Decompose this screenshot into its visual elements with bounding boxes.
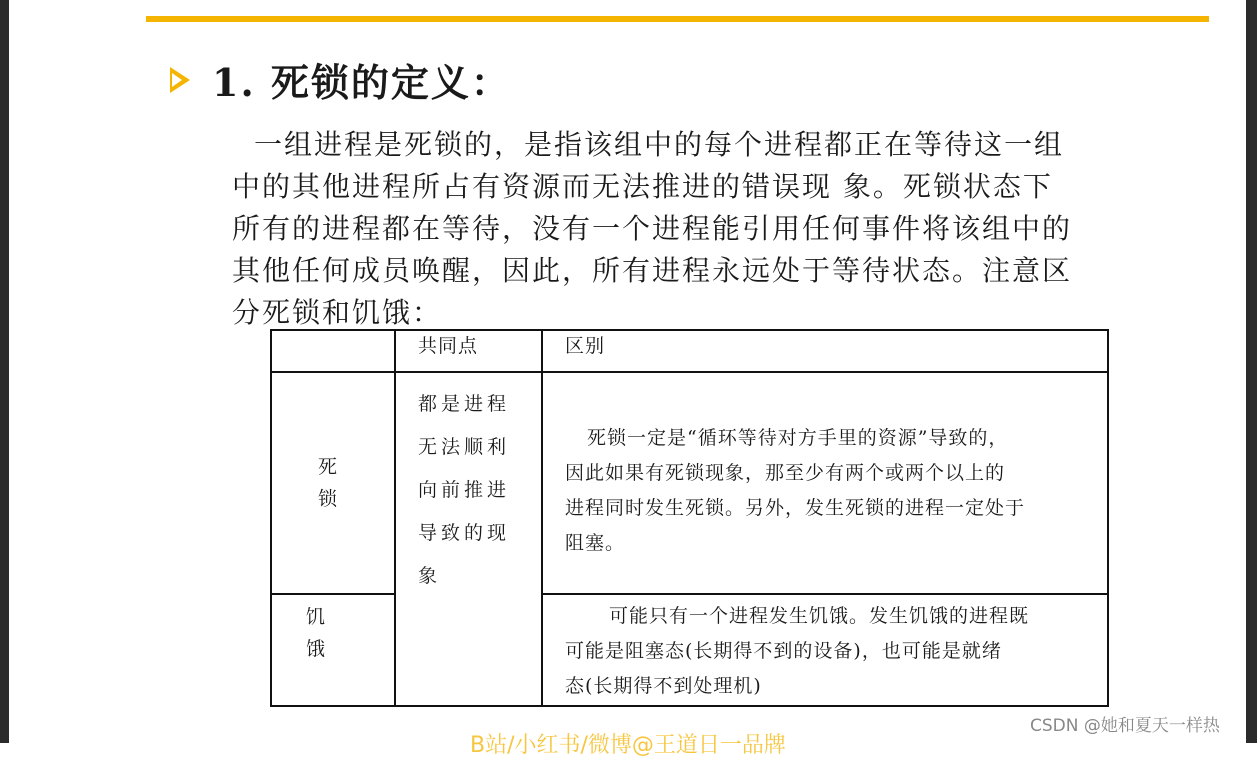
difference-cell-starvation xyxy=(542,594,1108,706)
header-cell-difference: 区别 xyxy=(542,330,1108,372)
slide-footer-text: B站/小红书/微博@王道日一品牌 xyxy=(470,733,786,758)
label-char: 死 xyxy=(318,456,339,478)
row-label-starvation xyxy=(271,594,395,706)
paragraph-line: 所有的进程都在等待，没有一个进程能引用任何事件将该组中的 xyxy=(232,212,1073,245)
header-cell-empty xyxy=(271,330,395,372)
label-char: 锁 xyxy=(318,488,339,510)
common-line: 向前推进 xyxy=(418,479,511,501)
paragraph-line: 中的其他进程所占有资源而无法推进的错误现 象。死锁状态下 xyxy=(232,170,1053,203)
label-char: 饿 xyxy=(306,638,327,660)
label-char: 饥 xyxy=(306,606,327,628)
paragraph-line: 分死锁和饥饿： xyxy=(232,296,443,329)
table-header-row xyxy=(271,330,1108,372)
comparison-table xyxy=(270,329,1109,707)
difference-cell-deadlock xyxy=(542,372,1108,594)
common-point-cell xyxy=(395,372,542,706)
diff-line: 因此如果有死锁现象，那至少有两个或两个以上的 xyxy=(565,462,1006,484)
common-line: 象 xyxy=(418,565,442,587)
slide-title: 1. 死锁的定义： xyxy=(212,60,511,105)
triangle-arrow-icon-inner xyxy=(172,73,182,87)
diff-line: 死锁一定是“循环等待对方手里的资源”导致的， xyxy=(587,427,1009,449)
row-label-deadlock xyxy=(271,372,395,594)
left-screen-edge xyxy=(0,0,9,743)
csdn-watermark: CSDN @她和夏天一样热 xyxy=(1030,716,1220,736)
definition-paragraph xyxy=(232,124,1197,334)
diff-line: 阻塞。 xyxy=(565,532,626,554)
paragraph-line: 其他任何成员唤醒，因此，所有进程永远处于等待状态。注意区 xyxy=(232,254,1073,287)
common-line: 无法顺利 xyxy=(418,436,511,458)
slide-accent-bar xyxy=(146,16,1209,22)
table-row-deadlock xyxy=(271,372,1108,594)
paragraph-line: 一组进程是死锁的，是指该组中的每个进程都正在等待这一组 xyxy=(254,128,1065,161)
diff-line: 态(长期得不到处理机) xyxy=(565,675,762,697)
diff-line: 可能只有一个进程发生饥饿。发生饥饿的进程既 xyxy=(609,605,1030,627)
header-cell-common: 共同点 xyxy=(395,330,542,372)
common-line: 都是进程 xyxy=(418,393,511,415)
common-line: 导致的现 xyxy=(418,522,511,544)
diff-line: 进程同时发生死锁。另外，发生死锁的进程一定处于 xyxy=(565,497,1026,519)
diff-line: 可能是阻塞态(长期得不到的设备)，也可能是就绪 xyxy=(565,640,1002,662)
right-screen-edge xyxy=(1246,0,1257,743)
